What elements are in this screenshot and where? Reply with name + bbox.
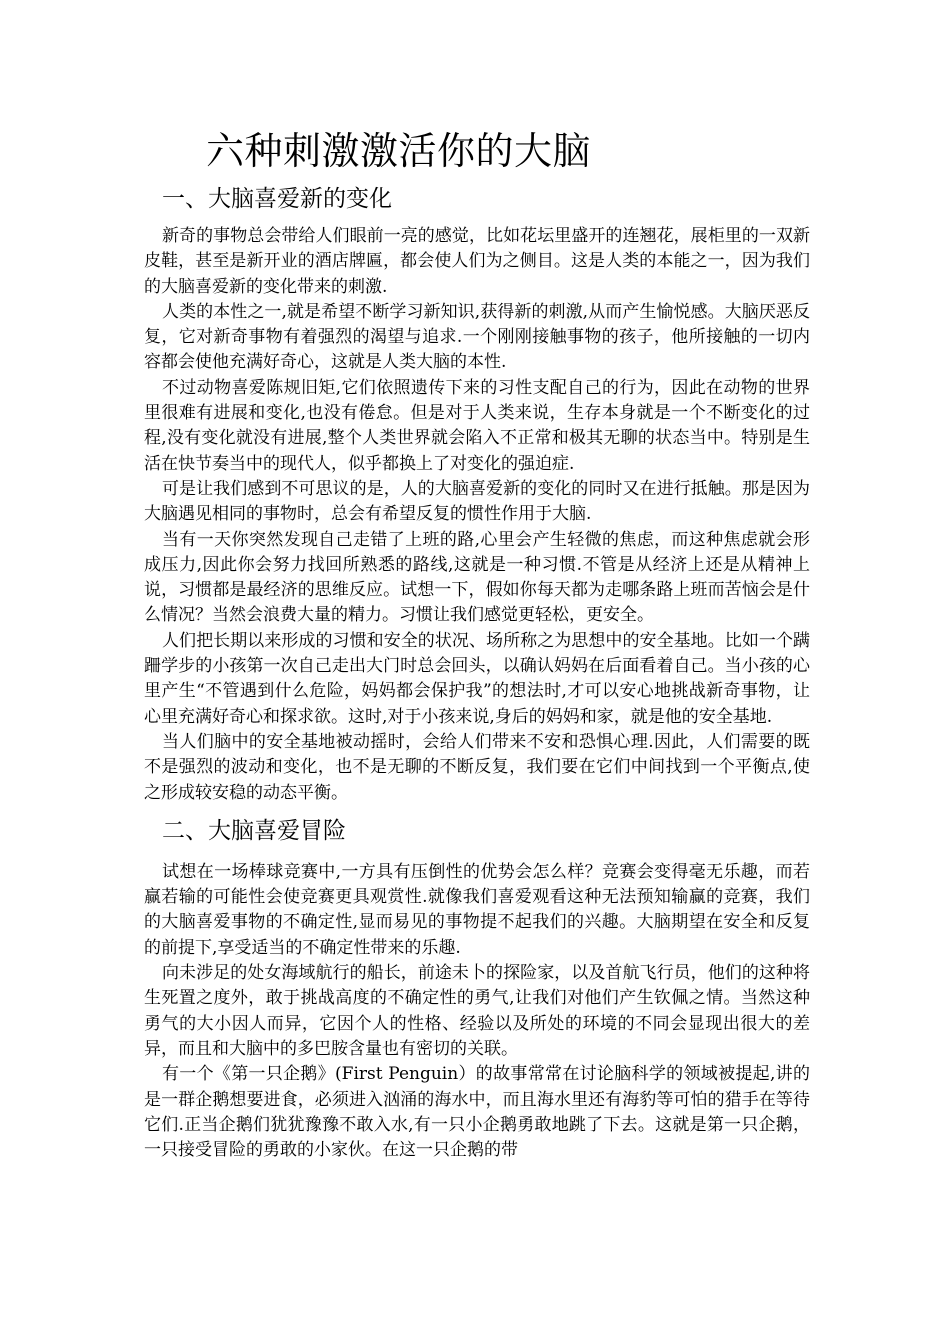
document-body	[144, 126, 810, 1163]
paragraph: 新奇的事物总会带给人们眼前一亮的感觉，比如花坛里盛开的连翘花，展柜里的一双新皮鞋，甚至是新开业的酒店牌匾，都会使人们为之侧目。这是人类的本能之一，因为我们的大脑喜爱新的变化带来的刺激.	[144, 226, 810, 297]
paragraph: 向未涉足的处女海域航行的船长，前途未卜的探险家，以及首航飞行员，他们的这种将生死置之度外，敢于挑战高度的不确定性的勇气,让我们对他们产生钦佩之情。当然这种勇气的大小因人而异，它因个人的性格、经验以及所处的环境的不同会显现出很大的差异，而且和大脑中的多巴胺含量也有密切的关联。	[144, 963, 810, 1059]
paragraph: 试想在一场棒球竞赛中,一方具有压倒性的优势会怎么样？竞赛会变得毫无乐趣，而若赢若输的可能性会使竞赛更具观赏性.就像我们喜爱观看这种无法预知输赢的竞赛，我们的大脑喜爱事物的不确定性,显而易见的事物提不起我们的兴趣。大脑期望在安全和反复的前提下,享受适当的不确定性带来的乐趣.	[144, 861, 810, 958]
document-title: 六种刺激激活你的大脑	[206, 129, 592, 173]
section-heading-novelty: 一、大脑喜爱新的变化	[162, 186, 392, 212]
paragraph: 可是让我们感到不可思议的是，人的大脑喜爱新的变化的同时又在进行抵触。那是因为大脑遇见相同的事物时，总会有希望反复的惯性作用于大脑.	[144, 478, 810, 525]
paragraph: 不过动物喜爱陈规旧矩,它们依照遗传下来的习性支配自己的行为，因此在动物的世界里很难有进展和变化,也没有倦怠。但是对于人类来说，生存本身就是一个不断变化的过程,没有变化就没有进展,整个人类世界就会陷入不正常和极其无聊的状态当中。特别是生活在快节奏当中的现代人，似乎都换上了对变化的强迫症.	[144, 377, 810, 474]
paragraph: 有一个《第一只企鹅》(First Penguin）的故事常常在讨论脑科学的领域被提起,讲的是一群企鹅想要进食，必须进入汹涌的海水中，而且海水里还有海豹等可怕的猎手在等待它们.正当企鹅们犹犹豫豫不敢入水,有一只小企鹅勇敢地跳了下去。这就是第一只企鹅，一只接受冒险的勇敢的小家伙。在这一只企鹅的带	[144, 1064, 810, 1161]
paragraph: 当人们脑中的安全基地被动摇时，会给人们带来不安和恐惧心理.因此，人们需要的既不是强烈的波动和变化，也不是无聊的不断反复，我们要在它们中间找到一个平衡点,使之形成较安稳的动态平衡。	[144, 731, 810, 803]
paragraph: 人类的本性之一,就是希望不断学习新知识,获得新的刺激,从而产生愉悦感。大脑厌恶反复，它对新奇事物有着强烈的渴望与追求.一个刚刚接触事物的孩子，他所接触的一切内容都会使他充满好奇心，这就是人类大脑的本性.	[144, 301, 810, 373]
paragraph: 人们把长期以来形成的习惯和安全的状况、场所称之为思想中的安全基地。比如一个蹒跚学步的小孩第一次自己走出大门时总会回头，以确认妈妈在后面看着自己。当小孩的心里产生“不管遇到什么危险，妈妈都会保护我”的想法时,才可以安心地挑战新奇事物，让心里充满好奇心和探求欲。这时,对于小孩来说,身后的妈妈和家，就是他的安全基地.	[144, 630, 810, 727]
paragraph: 当有一天你突然发现自己走错了上班的路,心里会产生轻微的焦虑，而这种焦虑就会形成压力,因此你会努力找回所熟悉的路线,这就是一种习惯.不管是从经济上还是从精神上说，习惯都是最经济的思维反应。试想一下，假如你每天都为走哪条路上班而苦恼会是什么情况？当然会浪费大量的精力。习惯让我们感觉更轻松，更安全。	[144, 529, 810, 626]
section-heading-adventure: 二、大脑喜爱冒险	[162, 817, 346, 844]
